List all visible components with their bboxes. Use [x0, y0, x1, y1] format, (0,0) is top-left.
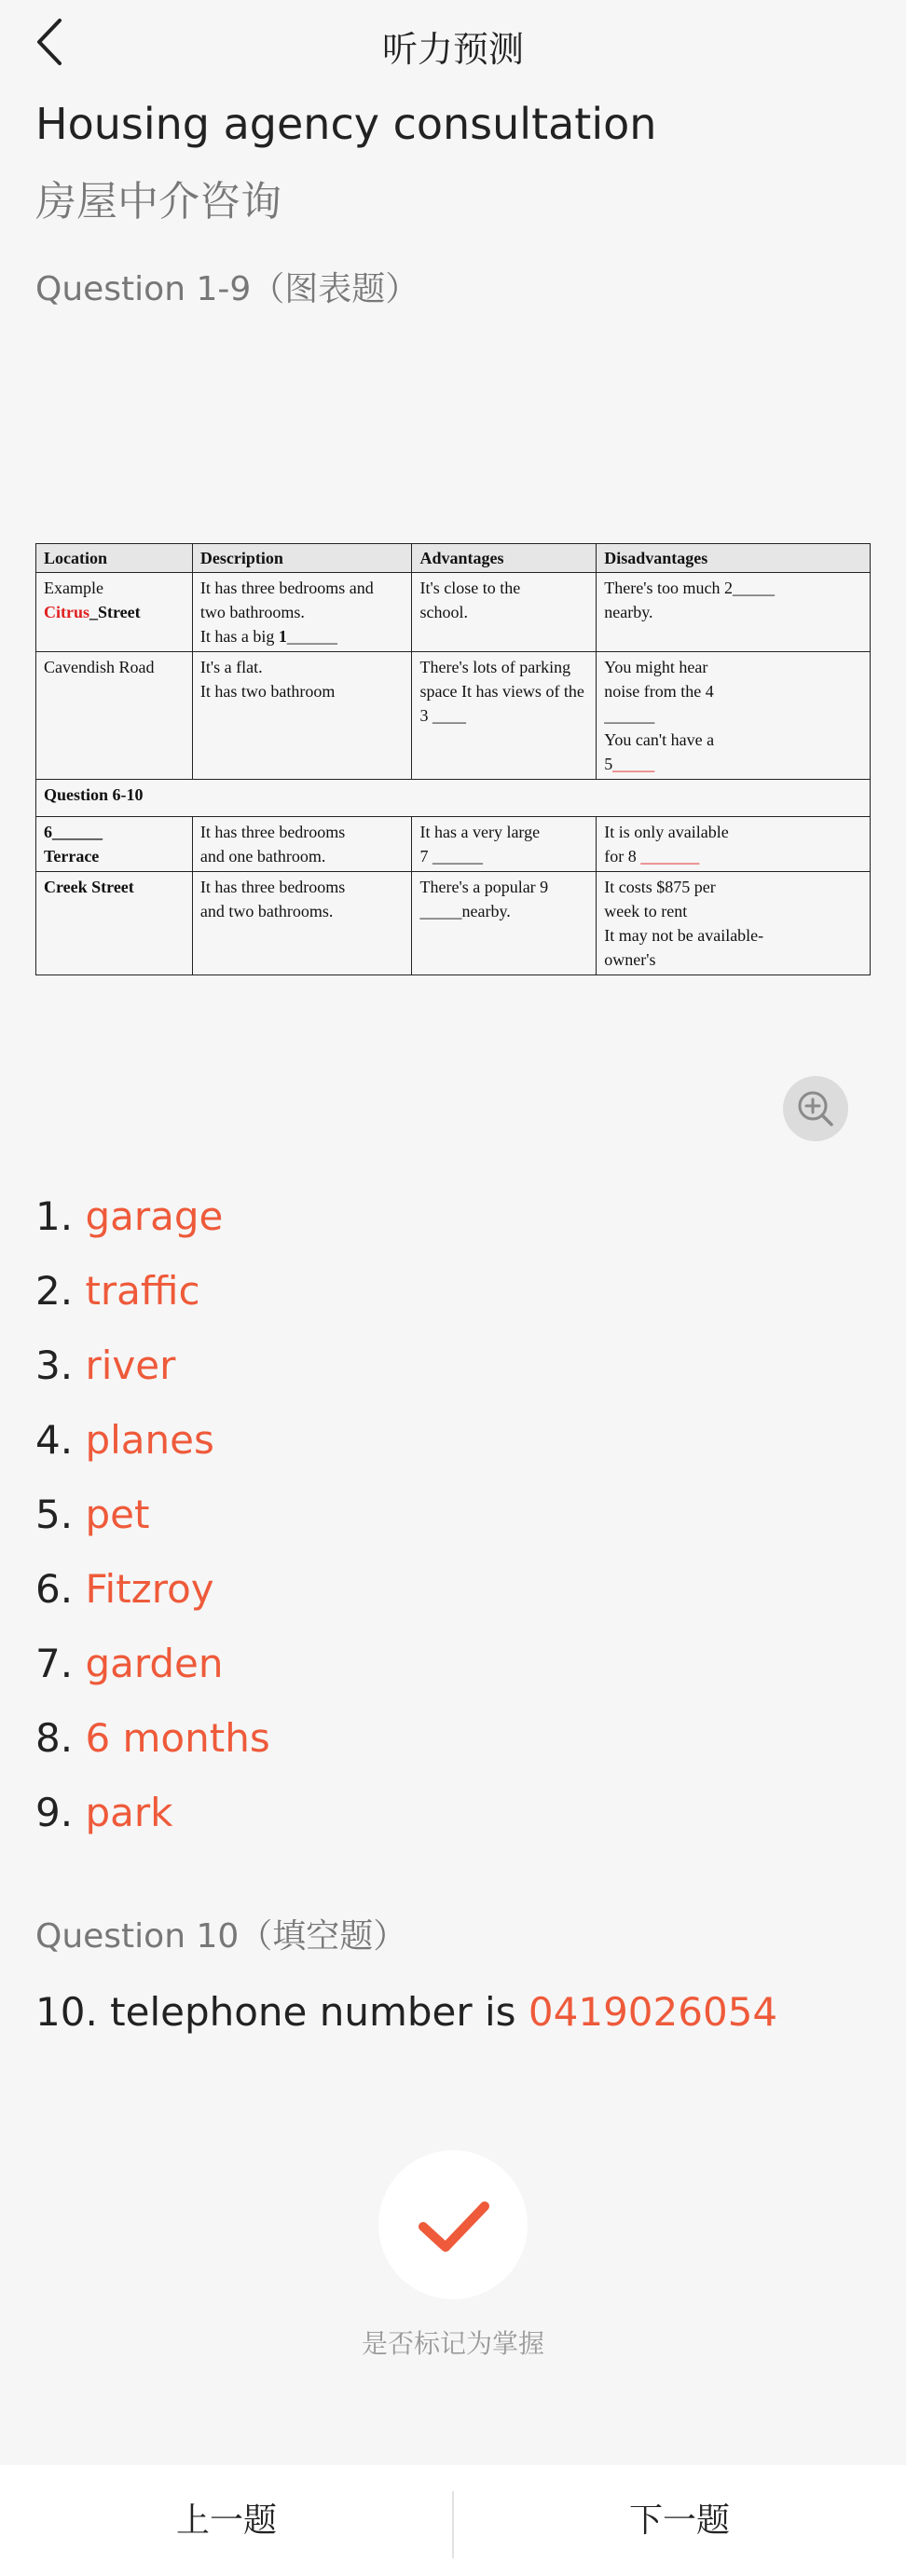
table-cell-advantages: There's lots of parking space It has views of the 3 ____: [412, 652, 597, 780]
table-cell-location: Cavendish Road: [36, 652, 193, 780]
section-heading-10: Question 10（填空题）: [35, 1917, 407, 1956]
table-cell-description: It has three bedrooms and two bathrooms. It has a big 1______: [192, 573, 412, 652]
table-cell-advantages: It has a very large 7 ______: [412, 817, 597, 872]
table-header: Location: [36, 544, 193, 573]
table-header: Advantages: [412, 544, 597, 573]
table-cell-location: Example Citrus_Street: [36, 573, 193, 652]
mark-mastered-button[interactable]: [378, 2150, 528, 2299]
question-table[interactable]: [35, 543, 871, 975]
table-cell-location: 6______ Terrace: [36, 817, 193, 872]
answer-item-10: 10. telephone number is 0419026054: [35, 1989, 778, 2035]
table-cell-disadvantages: It is only available for 8 _______: [597, 817, 871, 872]
table-header: Disadvantages: [597, 544, 871, 573]
answer-item: 8. 6 months: [35, 1715, 270, 1761]
table-cell-description: It's a flat. It has two bathroom: [192, 652, 412, 780]
answer-list: [35, 1193, 270, 1863]
answer-item: 9. park: [35, 1790, 173, 1835]
zoom-in-button[interactable]: [783, 1076, 848, 1141]
lesson-title-zh: 房屋中介咨询: [35, 178, 281, 225]
zoom-in-icon: [783, 1076, 848, 1141]
answer-item: 3. river: [35, 1343, 176, 1388]
top-bar: [0, 0, 906, 93]
table-cell-advantages: It's close to the school.: [412, 573, 597, 652]
next-question-button[interactable]: 下一题: [628, 2501, 730, 2540]
question-table-grid: [35, 543, 871, 975]
table-header: Description: [192, 544, 412, 573]
mark-mastered-label: 是否标记为掌握: [361, 2328, 544, 2359]
lesson-title-en: Housing agency consultation: [35, 99, 657, 149]
table-cell-disadvantages: There's too much 2_____ nearby.: [597, 573, 871, 652]
table-cell-description: It has three bedrooms and one bathroom.: [192, 817, 412, 872]
answer-item: 2. traffic: [35, 1268, 200, 1314]
table-row: [36, 872, 871, 975]
answer-item: 6. Fitzroy: [35, 1566, 214, 1612]
answer-item: 4. planes: [35, 1417, 214, 1463]
table-row: [36, 573, 871, 652]
answer-item: 1. garage: [35, 1193, 224, 1239]
page-title: 听力预测: [381, 29, 524, 70]
table-row: [36, 817, 871, 872]
table-cell-disadvantages: It costs $875 per week to rent It may not be available- owner's: [597, 872, 871, 975]
section-heading-1-9: Question 1-9（图表题）: [35, 270, 419, 308]
table-cell-disadvantages: You might hear noise from the 4 ______ You can't have a 5_____: [597, 652, 871, 780]
table-row: [36, 652, 871, 780]
answer-item: 7. garden: [35, 1641, 224, 1686]
prev-question-button[interactable]: 上一题: [175, 2501, 277, 2540]
table-section-label: Question 6-10: [36, 780, 871, 817]
checkmark-icon: [378, 2150, 528, 2299]
answer-item: 5. pet: [35, 1492, 150, 1537]
bottom-nav: [0, 2465, 906, 2576]
table-section-row: [36, 780, 871, 817]
table-cell-advantages: There's a popular 9 _____nearby.: [412, 872, 597, 975]
table-header-row: [36, 544, 871, 573]
table-cell-location: Creek Street: [36, 872, 193, 975]
table-cell-description: It has three bedrooms and two bathrooms.: [192, 872, 412, 975]
